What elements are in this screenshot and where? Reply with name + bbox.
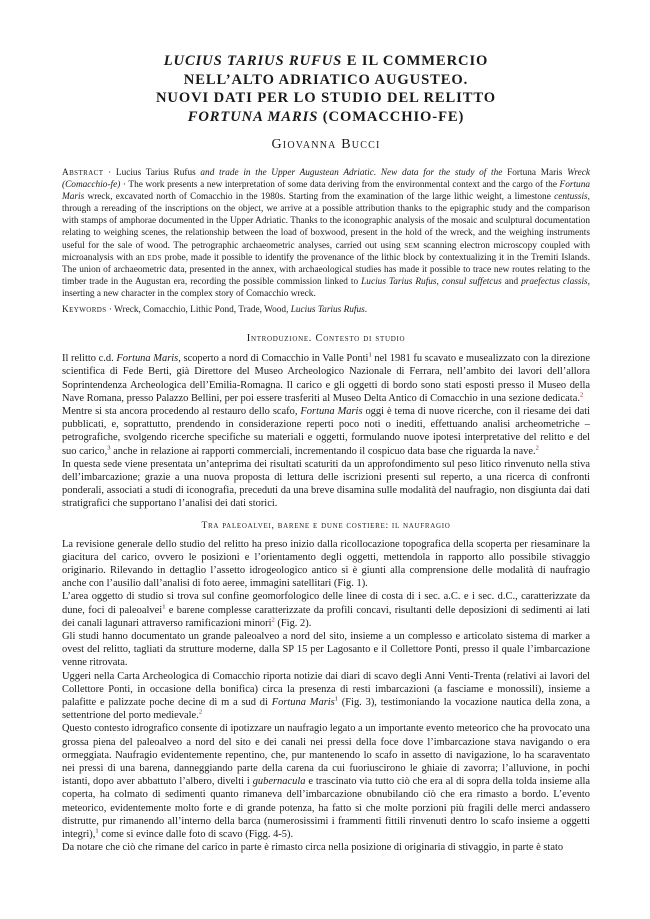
subsection-body	[62, 538, 590, 855]
abstract-text: wreck, excavated north of Comacchio in the 1980s. Starting from the examination of the large lithic weight, a limestone	[84, 192, 555, 203]
title-line-4-rest: (COMACCHIO-FE)	[318, 108, 465, 125]
italic-run: Fortuna Maris	[300, 405, 363, 417]
text-run: Mentre si sta ancora procedendo al restauro dello scafo,	[62, 405, 301, 417]
footnote-ref[interactable]: 1	[334, 695, 338, 703]
text-run: , scoperto a nord di Comacchio in Valle Ponti	[178, 353, 369, 365]
paragraph	[62, 670, 590, 723]
title-line-1-rest: E IL COMMERCIO	[342, 53, 489, 69]
section-body	[62, 352, 590, 510]
abstract-separator: ·	[103, 168, 116, 178]
abstract-text: probe, made it possible to identify the provenance of the lithic block by contextualizing it in the Tremiti Islands. The union of archaeometric data, presented in the annex, with archaeological studies has made it possible to trace new routes relating to the timber trade in the Augustan era, recording the possible commission linked to	[62, 252, 590, 287]
abstract-italic: praefectus classis	[521, 276, 588, 287]
title-line-4	[62, 108, 590, 127]
text-run: nel 1981 fu scavato e musealizzato con la direzione scientifica di Fede Berti, già Direttore del Museo Archeologico Nazionale di Ferrara, nell’ambito dei lavori dell’allora Soprintendenza Archeologica dell’Emilia-Romagna. Il carico e gli oggetti di bordo sono stati esposti presso il Museo della Nave Romana, presso Palazzo Bellini, per poi essere trasferiti al Museo Delta Antico di Comacchio in una sezione dedicata.	[62, 353, 590, 404]
footnote-ref[interactable]: 2	[271, 616, 275, 624]
section-heading: Introduzione. Contesto di studio	[246, 333, 406, 345]
author-name: Giovanna Bucci	[271, 137, 381, 152]
abstract-text: and	[501, 276, 522, 287]
italic-run: gubernacula	[252, 776, 306, 788]
abstract	[62, 167, 590, 300]
title-wreck-italic: FORTUNA MARIS	[187, 108, 319, 125]
title-line-1	[62, 52, 590, 71]
paragraph	[62, 405, 590, 458]
abstract-text: scanning electron microscopy coupled with microanalysis with an	[62, 240, 590, 263]
text-run: Uggeri nella Carta Archeologica di Comacchio riporta notizie dai diari di scavo degli Anni Venti-Trenta (relativi ai lavori del Collettore Ponti, in occasione della bonifica) circa la presenza di resti imbarcazioni (a fasciame e monossili), insieme a palafitte e palizzate poche decine di m a sud di	[62, 670, 590, 708]
paragraph: La revisione generale dello studio del relitto ha preso inizio dalla ricollocazione topografica della scoperta per riesaminare la giacitura del carico, ovvero le posizioni e l’orientamento degli oggetti, mettendola in rapporto allo possibile stivaggio originario. Rilevando in dettaglio l’assetto idrogeologico antico si è giunti alla comprensione delle modalità di naufragio anche con l’ausilio dall’analisi di foto aeree, immagini satellitari (Fig. 1).	[62, 538, 590, 590]
abstract-label: Abstract	[62, 168, 104, 178]
abstract-smallcaps: sem	[404, 240, 420, 251]
text-run: Questo contesto idrografico consente di ipotizzare un naufragio legato a un importante evento meteorico che ha provocato una grossa piena del paleoalveo a nord del sito e dei canali nei pressi della foce dove l’imbarcazione stava navigando o era ormeggiata. Naufragio evidentemente repentino, che, pur mantenendo lo scafo in assetto di navigazione, lo ha scaraventato nei pressi di una barena, danneggiando parte della carena da cui fuoriuscirono le ghiaie di zavorra; l’alluvione, in pochi istanti, dopo aver abbattuto l’albero, divelti i	[62, 723, 590, 788]
keywords-italic: Lucius Tarius Rufus	[290, 305, 365, 316]
abstract-italic: Fortuna Maris	[62, 180, 590, 203]
text-run: oggi è tema di nuove ricerche, con il riesame dei dati pubblicati, e, soprattutto, prendendo in considerazione reperti poco noti o inediti, effettuando analisi archeometriche – petrografiche, svolgendo ricerche specifiche su materiali e oggetti, formulando nuove ipotesi interpretative del relitto e del suo carico,	[62, 405, 591, 457]
footnote-ref[interactable]: 2	[198, 708, 203, 716]
abstract-text: · The work presents a new interpretation of some data deriving from the environmental context and the cargo of the	[120, 180, 560, 191]
footnote-ref[interactable]: 1	[368, 351, 372, 359]
article-page	[62, 52, 590, 854]
footnote-ref[interactable]: 1	[95, 827, 99, 835]
text-run: L’area oggetto di studio si trova sul confine geomorfologico delle linee di costa di i sec. a.C. e i sec. d.C., caratterizzate da dune, foci di paleoalvei	[62, 591, 590, 616]
paragraph: In questa sede viene presentata un’anteprima dei risultati scaturiti da un approfondimento sul peso litico rinvenuto nella stiva dell’imbarcazione; grazie a una nuova proposta di lettura delle iscrizioni presenti sul reperto, a una ricerca di confronti ponderali, associati a studi di iconografia, preceduti da una breve disamina sulle modalità del naufragio, non disgiunta dai dati stratigrafici che supportano l’analisi dei dati storici.	[62, 458, 590, 510]
abstract-italic: Lucius Tarius Rufus, consul suffetcus	[361, 276, 502, 287]
text-run: e trascinato via tutto ciò che era al di sopra della tolda insieme alla coperta, ha colmato di sedimenti quanto rimaneva dell’imbarcazione obnubilando ciò che era rimasto a bordo. L’evento meteorico, evidentemente molto forte e di grande potenza, ha fatto sì che molte porzioni più fragili delle merci andassero distrutte, pur rimanendo all’interno della barca (numerosissimi i frammenti fittili rinvenuti dentro lo scafo insieme a oggetti integri),	[62, 776, 591, 841]
paragraph	[62, 352, 590, 405]
paragraph: Da notare che ciò che rimane del carico in parte è rimasto circa nella posizione di originaria di stivaggio, in parte è stato	[62, 842, 564, 854]
text-run: e barene complesse caratterizzate da profili concavi, risultanti delle deposizioni di sedimenti ai lati dei canali lagunari attraverso ramificazioni minori	[62, 604, 590, 629]
text-run: Il relitto c.d.	[62, 353, 117, 365]
italic-run: Fortuna Maris	[271, 697, 335, 708]
paragraph	[62, 722, 590, 841]
title-line-3: NUOVI DATI PER LO STUDIO DEL RELITTO	[155, 90, 497, 106]
keywords	[62, 304, 590, 316]
text-run: (Fig. 3), testimoniando la vocazione nautica della zona, a settentrione del porto medievale.	[62, 697, 590, 722]
abstract-wreck-tail: Wreck (Comacchio-fe)	[62, 168, 590, 191]
text-run: anche in relazione ai rapporti commerciali, incrementando il cospicuo data base che riguarda la nave.	[110, 445, 536, 457]
abstract-italic: centussis	[554, 192, 588, 203]
keywords-text: · Wreck, Comacchio, Lithic Pond, Trade, Wood,	[106, 305, 291, 316]
italic-run: Fortuna Maris	[116, 353, 179, 365]
paragraph	[62, 590, 590, 630]
footnote-ref[interactable]: 1	[162, 603, 166, 611]
abstract-text: , through a rereading of the inscriptions on the object, we arrive at a possible attribution thanks to the epigraphic study and the comparison with stamps of amphorae documented in the Upper Adriatic. Thanks to the iconographic analysis of the mosaic and sculptural documentation relating to weighing scenes, the relationship between the load of boxwood, present in the hold of the wreck, and the weighing instruments useful for the sale of wood. The petrographic archaeometric analyses, carried out using	[62, 192, 590, 251]
footnote-ref[interactable]: 2	[535, 444, 539, 452]
title-line-2: NELL’ALTO ADRIATICO AUGUSTEO.	[183, 71, 469, 88]
text-run: come si evince dalle foto di scavo (Figg. 4-5).	[98, 829, 294, 841]
keywords-end: .	[364, 305, 368, 316]
abstract-smallcaps: eds	[147, 252, 162, 263]
paragraph: Gli studi hanno documentato un grande paleoalveo a nord del sito, insieme a un complesso e articolato sistema di marker a ovest del relitto, tagliati da strutture moderne, dalla SP 15 per Lagosanto e il Collettore Ponti, presso il quale l’imbarcazione venne ritrovata.	[62, 630, 590, 669]
subsection-heading: Tra paleoalvei, barene e dune costiere: il naufragio	[201, 519, 451, 531]
keywords-label: Keywords	[62, 305, 107, 316]
text-run: (Fig. 2).	[274, 617, 312, 629]
footnote-ref[interactable]: 3	[107, 444, 111, 452]
abstract-lead: Lucius Tarius Rufus	[115, 168, 196, 178]
abstract-subtitle: and trade in the Upper Augustean Adriatic. New data for the study of the	[195, 168, 508, 178]
abstract-wreck-name: Fortuna Maris	[507, 168, 563, 178]
footnote-ref[interactable]: 2	[579, 391, 584, 399]
abstract-text: , inserting a new character in the complex story of Comacchio wreck.	[62, 276, 590, 299]
article-title	[62, 52, 590, 126]
title-name-italic: LUCIUS TARIUS RUFUS	[163, 53, 343, 69]
